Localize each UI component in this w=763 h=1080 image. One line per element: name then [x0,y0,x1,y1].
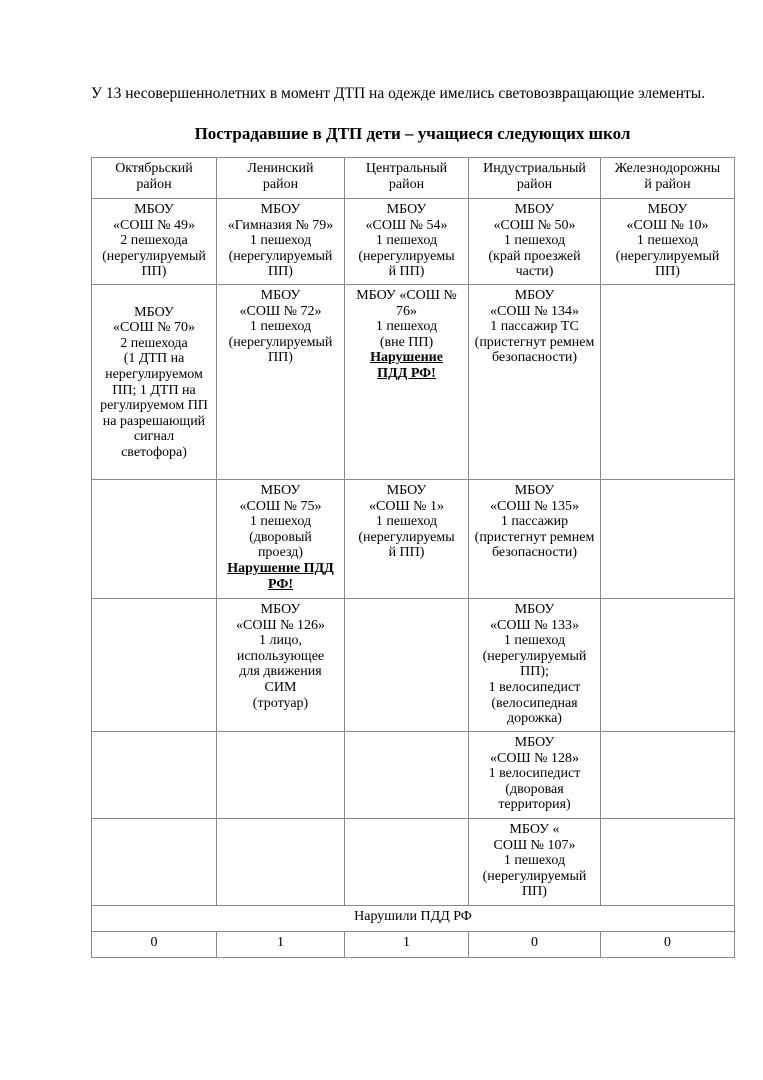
school-cell [469,819,601,906]
school-cell [92,285,217,480]
school-cell [345,199,469,285]
table-title: Пострадавшие в ДТП дети – учащиеся следующих школ [194,124,631,143]
school-cell [345,480,469,599]
school-entry: МБОУ «СОШ № 134» 1 пассажир ТС (пристегнут ремнем безопасности) [474,288,595,366]
summary-values-row [92,932,735,958]
summary-value: 0 [601,932,735,958]
empty-cell [601,285,735,480]
school-entry: МБОУ «СОШ № 1» 1 пешеход (нерегулируемы й ПП) [358,483,455,561]
empty-cell [345,732,469,819]
empty-cell [345,819,469,906]
school-cell [217,199,345,285]
empty-cell [92,480,217,599]
violation-note: Нарушение ПДД РФ! [370,350,443,381]
school-cell [217,285,345,480]
school-entry: МБОУ «СОШ № 70» 2 пешехода (1 ДТП на нерегулируемом ПП; 1 ДТП на регулируемом ПП на разрешающий сигнал светофора) [100,304,208,460]
table-row [92,732,735,819]
empty-cell [217,732,345,819]
school-entry: МБОУ «СОШ № 72» 1 пешеход (нерегулируемый ПП) [228,288,333,366]
header-centralny: Центральный район [345,158,469,199]
school-entry: МБОУ «СОШ № 128» 1 велосипедист (дворовая территория) [488,735,581,813]
school-entry: МБОУ «СОШ № 133» 1 пешеход (нерегулируемый ПП); 1 велосипедист (велосипедная дорожка) [482,602,587,727]
empty-cell [601,819,735,906]
summary-value: 1 [345,932,469,958]
empty-cell [92,732,217,819]
table-row [92,819,735,906]
header-zheleznodorozhny: Железнодорожны й район [601,158,735,199]
header-leninsky: Ленинский район [217,158,345,199]
school-entry: МБОУ «СОШ № 76» 1 пешеход (вне ПП) [356,288,457,350]
summary-value: 1 [217,932,345,958]
empty-cell [92,819,217,906]
school-cell [469,480,601,599]
violation-note: Нарушение ПДД РФ! [227,560,334,592]
table-row [92,285,735,480]
school-entry: МБОУ «СОШ № 10» 1 пешеход (нерегулируемый ПП) [615,202,720,280]
intro-paragraph: У 13 несовершеннолетних в момент ДТП на одежде имелись световозвращающие элементы. [91,85,706,102]
summary-value: 0 [469,932,601,958]
school-cell [217,480,345,599]
empty-cell [601,480,735,599]
school-cell [469,732,601,819]
school-entry: МБОУ «СОШ № 50» 1 пешеход (край проезжей части) [488,202,581,280]
table-row [92,480,735,599]
summary-value: 0 [92,932,217,958]
school-cell [217,599,345,732]
empty-cell [601,599,735,732]
school-cell [601,199,735,285]
empty-cell [92,599,217,732]
empty-cell [601,732,735,819]
school-entry: МБОУ «СОШ № 126» 1 лицо, использующее для движения СИМ (тротуар) [236,602,325,711]
school-entry: МБОУ «СОШ № 135» 1 пассажир (пристегнут ремнем безопасности) [474,483,595,561]
school-entry: МБОУ «Гимназия № 79» 1 пешеход (нерегулируемый ПП) [227,202,334,280]
header-row [92,158,735,199]
school-cell [469,285,601,480]
summary-label: Нарушили ПДД РФ [92,906,735,932]
school-cell [345,285,469,480]
table-row [92,599,735,732]
school-entry: МБОУ «СОШ № 75» 1 пешеход (дворовый проезд) [239,483,322,561]
school-cell [469,599,601,732]
table-row [92,199,735,285]
schools-table [91,157,735,958]
school-entry: МБОУ «СОШ № 54» 1 пешеход (нерегулируемы й ПП) [358,202,455,280]
header-oktyabrsky: Октябрьский район [92,158,217,199]
header-industrialny: Индустриальный район [469,158,601,199]
school-cell [92,199,217,285]
school-entry: МБОУ « СОШ № 107» 1 пешеход (нерегулируемый ПП) [482,822,587,900]
school-entry: МБОУ «СОШ № 49» 2 пешехода (нерегулируемый ПП) [102,202,206,280]
empty-cell [345,599,469,732]
empty-cell [217,819,345,906]
school-cell [469,199,601,285]
summary-label-row [92,906,735,932]
